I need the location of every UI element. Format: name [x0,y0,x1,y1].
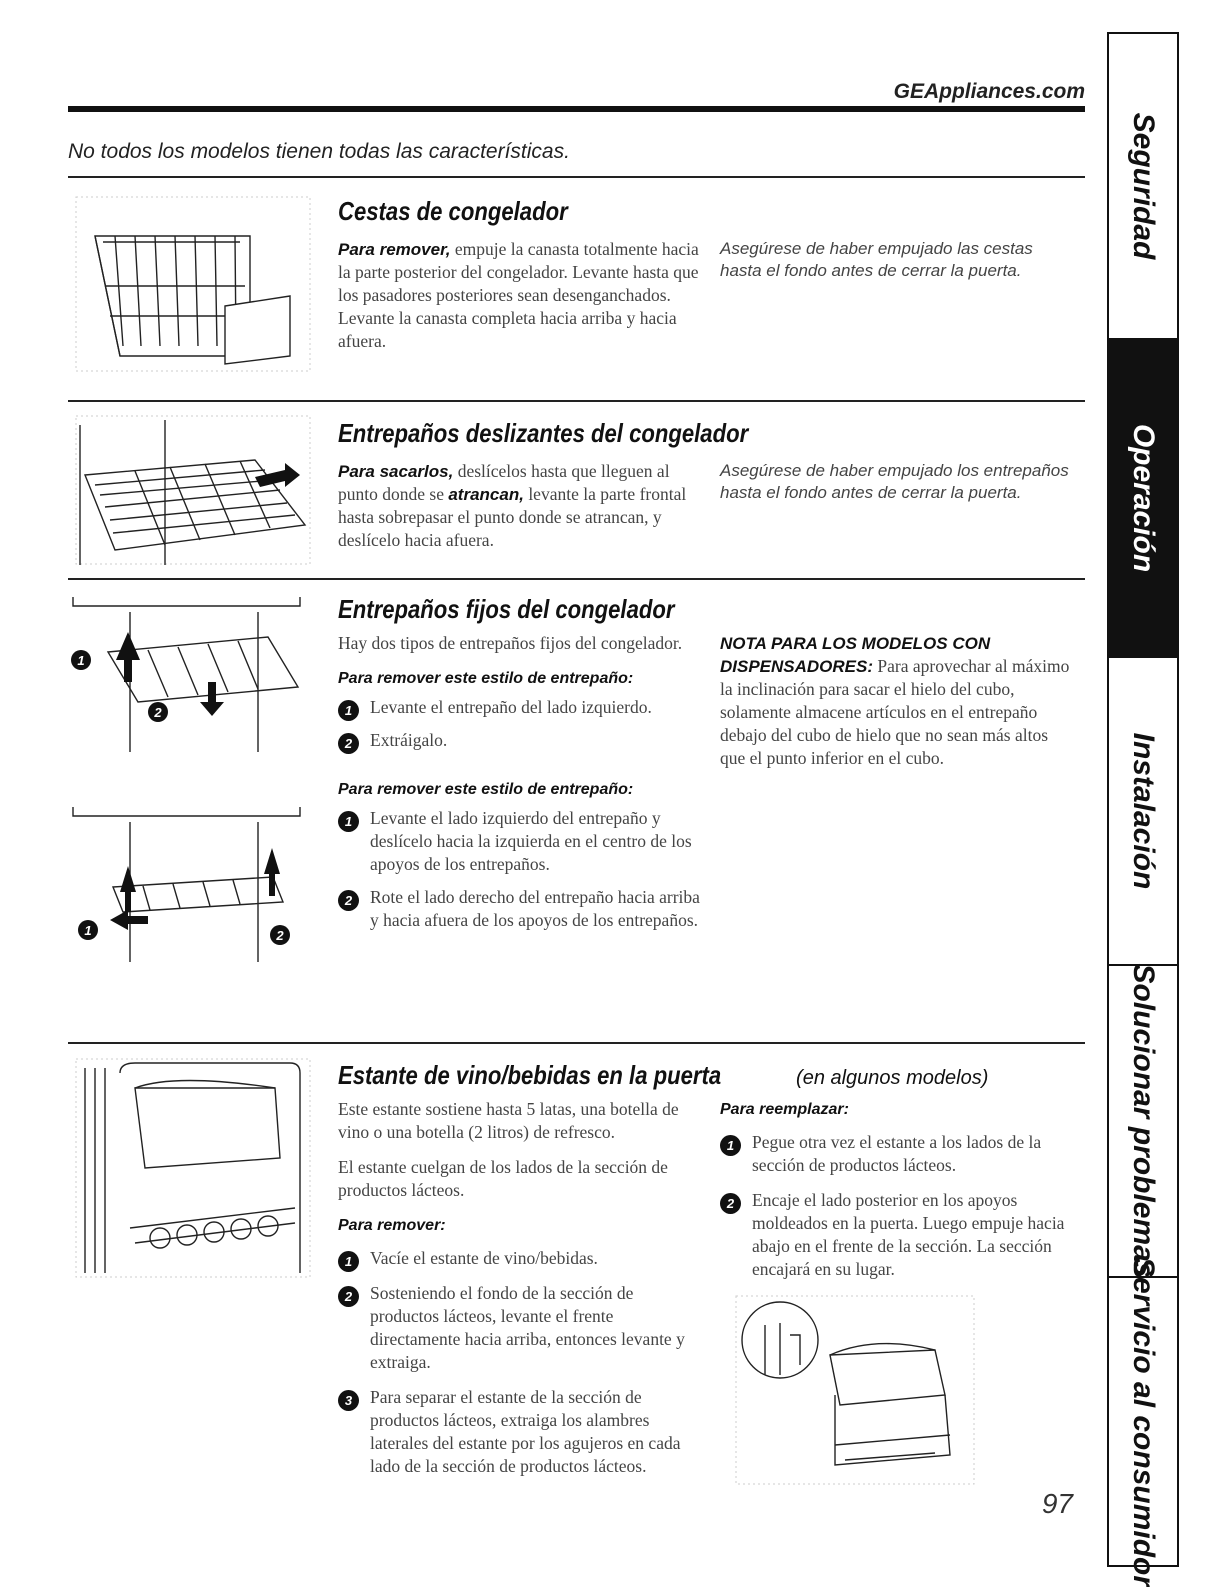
step-number: 2 [338,890,359,911]
body-text: deslícelos hasta que lleguen al punto donde se [338,461,670,504]
tab-instalacion[interactable] [1109,658,1177,966]
step-item [720,1189,1075,1281]
subheading: Para reemplazar: [720,1101,849,1118]
step-item [720,1131,1075,1177]
body-text: El estante cuelgan de los lados de la sección de productos lácteos. [338,1157,668,1200]
step-item [338,1386,700,1478]
section-divider [68,176,1085,178]
step-number: 2 [338,1286,359,1307]
rack-attach-illustration [735,1295,975,1485]
section-body [338,460,708,552]
freezer-basket-illustration [75,196,311,372]
step-number: 1 [338,1251,359,1272]
lead-text: Para sacarlos, [338,462,454,481]
intro-text: Hay dos tipos de entrepaños fijos del congelador. [338,633,683,653]
marker-two: 2 [276,928,284,943]
tab-servicio-al-consumidor[interactable] [1109,1256,1177,1587]
sliding-shelf-illustration [75,415,311,565]
section-title: Cestas de congelador [338,196,568,226]
section-body [338,632,700,932]
replace-instructions [720,1098,1075,1281]
tab-label: Solucionar problemas [1127,963,1160,1279]
section-body [338,238,708,353]
body-text: Para aprovechar al máximo la inclinación para sacar el hielo del cubo, solamente almacene artículos en el entrepaño debajo del cubo de hielo que no sean más altos que el punto inferior en el cubo. [720,656,1070,768]
lead-text: NOTA PARA LOS MODELOS CON DISPENSADORES: [720,634,991,676]
section-title: Entrepaños fijos del congelador [338,594,675,624]
header-rule [68,106,1085,112]
subheading: Para remover: [338,1217,446,1234]
step-item [338,1247,700,1270]
step-number: 3 [338,1390,359,1411]
step-item [338,696,700,719]
step-text: Levante el lado izquierdo del entrepaño y deslícelo hacia la izquierda en el centro de los apoyos de los entrepaños. [370,808,692,874]
tab-seguridad[interactable] [1109,34,1177,340]
step-text: Encaje el lado posterior en los apoyos moldeados en la puerta. Luego empuje hacia abajo en el frente de la sección. La sección encajará en su lugar. [752,1190,1065,1279]
side-tabs [1107,32,1179,1587]
marker-two: 2 [154,705,162,720]
subheading: Para remover este estilo de entrepaño: [338,670,634,687]
body-text: Este estante sostiene hasta 5 latas, una botella de vino o una botella (2 litros) de refresco. [338,1099,679,1142]
website-header: GEAppliances.com [893,80,1085,103]
dispenser-note [720,632,1075,770]
step-text: Extráigalo. [370,730,448,750]
lead-text: atrancan, [448,485,524,504]
body-text: empuje la canasta totalmente hacia la parte posterior del congelador. Levante hasta que los pasadores posteriores sean desenganchados. Levante la canasta completa hacia arriba y hacia afuera. [338,239,699,351]
step-text: Rote el lado derecho del entrepaño hacia arriba y hacia afuera de los apoyos de los entrepaños. [370,887,700,930]
step-text: Para separar el estante de la sección de productos lácteos, extraiga los alambres laterales del estante por los agujeros en cada lado de la sección de productos lácteos. [370,1387,681,1476]
section-body [338,1098,700,1478]
tab-label: Seguridad [1127,112,1160,260]
step-item [338,1282,700,1374]
step-number: 1 [338,811,359,832]
step-number: 2 [720,1193,741,1214]
section-title: Entrepaños deslizantes del congelador [338,418,749,448]
body-text: levante la parte frontal hasta sobrepasar el punto donde se atrancan, y deslícelo hacia afuera. [338,484,687,550]
step-number: 1 [338,700,359,721]
section-divider [68,1042,1085,1044]
section-divider [68,400,1085,402]
step-text: Sosteniendo el fondo de la sección de productos lácteos, levante el frente directamente hacia arriba, entonces levante y extraiga. [370,1283,685,1372]
section-note: Asegúrese de haber empujado las cestas hasta el fondo antes de cerrar la puerta. [720,239,1033,280]
fixed-shelf-illustration [68,592,308,972]
wine-rack-illustration [75,1058,311,1278]
step-item [338,886,700,932]
step-item [338,729,700,752]
section-title: Estante de vino/bebidas en la puerta (en algunos modelos) [338,1060,989,1090]
section-title-sub: (en algunos modelos) [796,1067,989,1089]
tab-label: Servicio al consumidor [1127,1256,1160,1587]
tab-label: Instalación [1127,732,1160,890]
tab-solucionar-problemas[interactable] [1109,963,1177,1279]
subheading: Para remover este estilo de entrepaño: [338,781,634,798]
step-text: Vacíe el estante de vino/bebidas. [370,1248,598,1268]
marker-one: 1 [84,923,92,938]
tab-operacion[interactable] [1109,340,1177,658]
marker-one: 1 [77,653,85,668]
page-number: 97 [1041,1488,1073,1519]
step-text: Levante el entrepaño del lado izquierdo. [370,697,652,717]
tab-label: Operación [1127,423,1160,573]
step-number: 1 [720,1135,741,1156]
section-divider [68,578,1085,580]
section-note: Asegúrese de haber empujado los entrepaños hasta el fondo antes de cerrar la puerta. [720,461,1069,502]
step-number: 2 [338,733,359,754]
step-item [338,807,700,876]
step-text: Pegue otra vez el estante a los lados de la sección de productos lácteos. [752,1132,1042,1175]
models-note: No todos los modelos tienen todas las características. [68,140,570,163]
lead-text: Para remover, [338,240,451,259]
